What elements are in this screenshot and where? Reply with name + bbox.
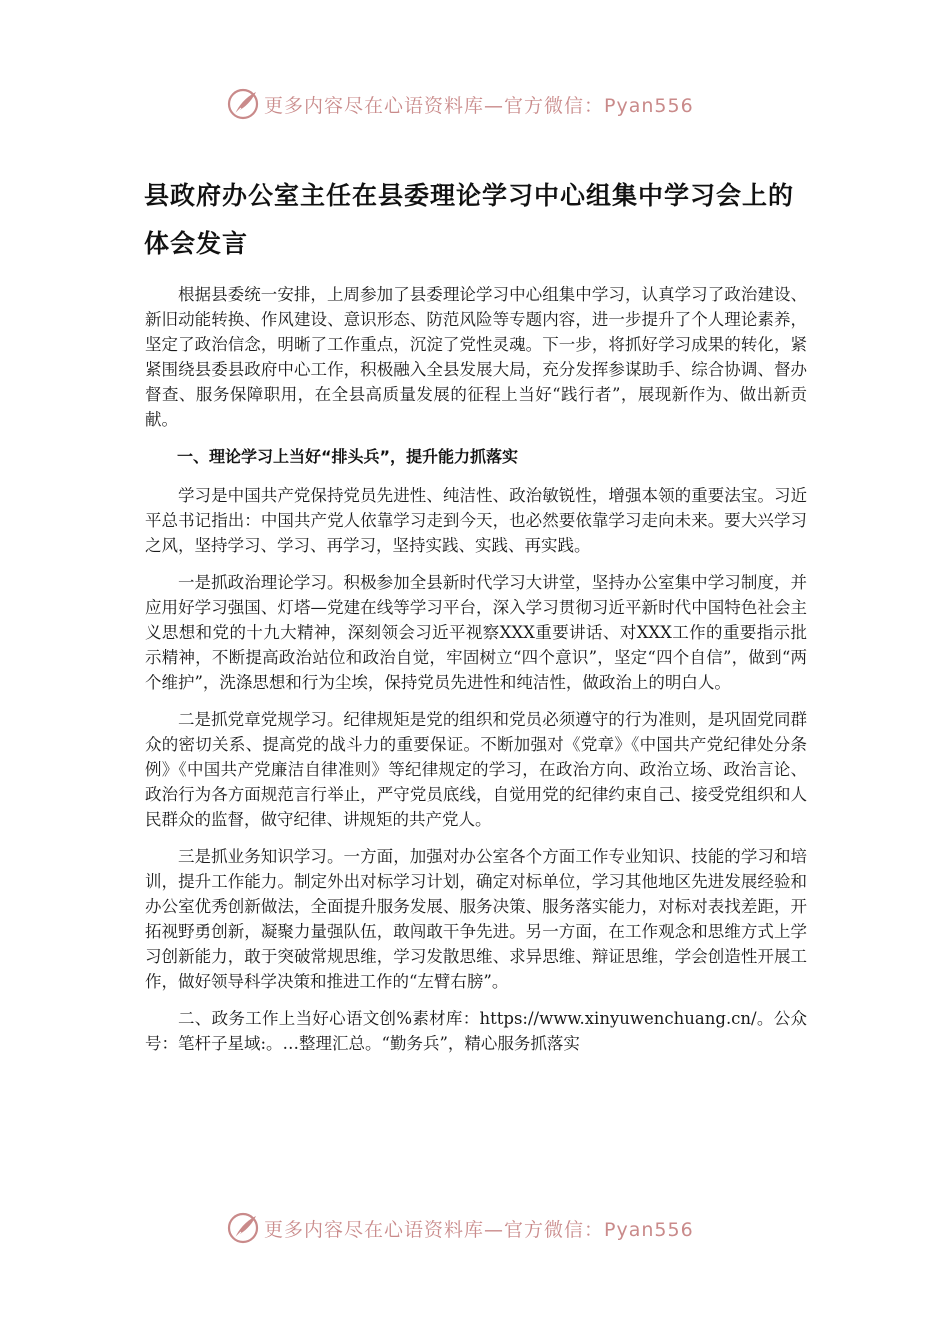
body-paragraph: 学习是中国共产党保持党员先进性、纯洁性、政治敏锐性，增强本领的重要法宝。习近平总书记指出：中国共产党人依靠学习走到今天，也必然要依靠学习走向未来。要大兴学习之风，坚持学习、学习、再学习，坚持实践、实践、再实践。 [145, 486, 807, 555]
section-heading-2-paragraph: 二、政务工作上当好心语文创%素材库：https://www.xinyuwenchuang.cn/。公众号：笔杆子星域:。…整理汇总。“勤务兵”，精心服务抓落实 [145, 1009, 807, 1053]
top-banner [226, 82, 726, 126]
section-heading-1: 一、理论学习上当好“排头兵”，提升能力抓落实 [177, 447, 519, 466]
bottom-banner [226, 1206, 726, 1250]
quill-pen-logo-icon [226, 87, 260, 121]
body-paragraph: 一是抓政治理论学习。积极参加全县新时代学习大讲堂，坚持办公室集中学习制度，并应用好学习强国、灯塔—党建在线等学习平台，深入学习贯彻习近平新时代中国特色社会主义思想和党的十九大精神，深刻领会习近平视察XXX重要讲话、对XXX工作的重要指示批示精神，不断提高政治站位和政治自觉，牢固树立“四个意识”，坚定“四个自信”，做到“两个维护”，洗涤思想和行为尘埃，保持党员先进性和纯洁性，做政治上的明白人。 [145, 573, 807, 692]
document-body [145, 282, 807, 1068]
quill-pen-logo-icon [226, 1211, 260, 1245]
banner-text: 更多内容尽在心语资料库—官方微信：Pyan556 [264, 94, 694, 117]
document-title: 县政府办公室主任在县委理论学习中心组集中学习会上的体会发言 [144, 181, 795, 258]
intro-paragraph: 根据县委统一安排，上周参加了县委理论学习中心组集中学习，认真学习了政治建设、新旧动能转换、作风建设、意识形态、防范风险等专题内容，进一步提升了个人理论素养，坚定了政治信念，明晰了工作重点，沉淀了党性灵魂。下一步，将抓好学习成果的转化，紧紧围绕县委县政府中心工作，积极融入全县发展大局，充分发挥参谋助手、综合协调、督办督查、服务保障职用，在全县高质量发展的征程上当好“践行者”，展现新作为、做出新贡献。 [145, 285, 807, 429]
body-paragraph: 三是抓业务知识学习。一方面，加强对办公室各个方面工作专业知识、技能的学习和培训，提升工作能力。制定外出对标学习计划，确定对标单位，学习其他地区先进发展经验和办公室优秀创新做法，全面提升服务发展、服务决策、服务落实能力，对标对表找差距，开拓视野勇创新，凝聚力量强队伍，敢闯敢干争先进。另一方面，在工作观念和思维方式上学习创新能力，敢于突破常规思维，学习发散思维、求异思维、辩证思维，学会创造性开展工作，做好领导科学决策和推进工作的“左臂右膀”。 [145, 847, 807, 991]
banner-text: 更多内容尽在心语资料库—官方微信：Pyan556 [264, 1218, 694, 1241]
body-paragraph: 二是抓党章党规学习。纪律规矩是党的组织和党员必须遵守的行为准则，是巩固党同群众的密切关系、提高党的战斗力的重要保证。不断加强对《党章》《中国共产党纪律处分条例》《中国共产党廉洁自律准则》等纪律规定的学习，在政治方向、政治立场、政治言论、政治行为各方面规范言行举止，严守党员底线，自觉用党的纪律约束自己、接受党组织和人民群众的监督，做守纪律、讲规矩的共产党人。 [145, 710, 807, 829]
